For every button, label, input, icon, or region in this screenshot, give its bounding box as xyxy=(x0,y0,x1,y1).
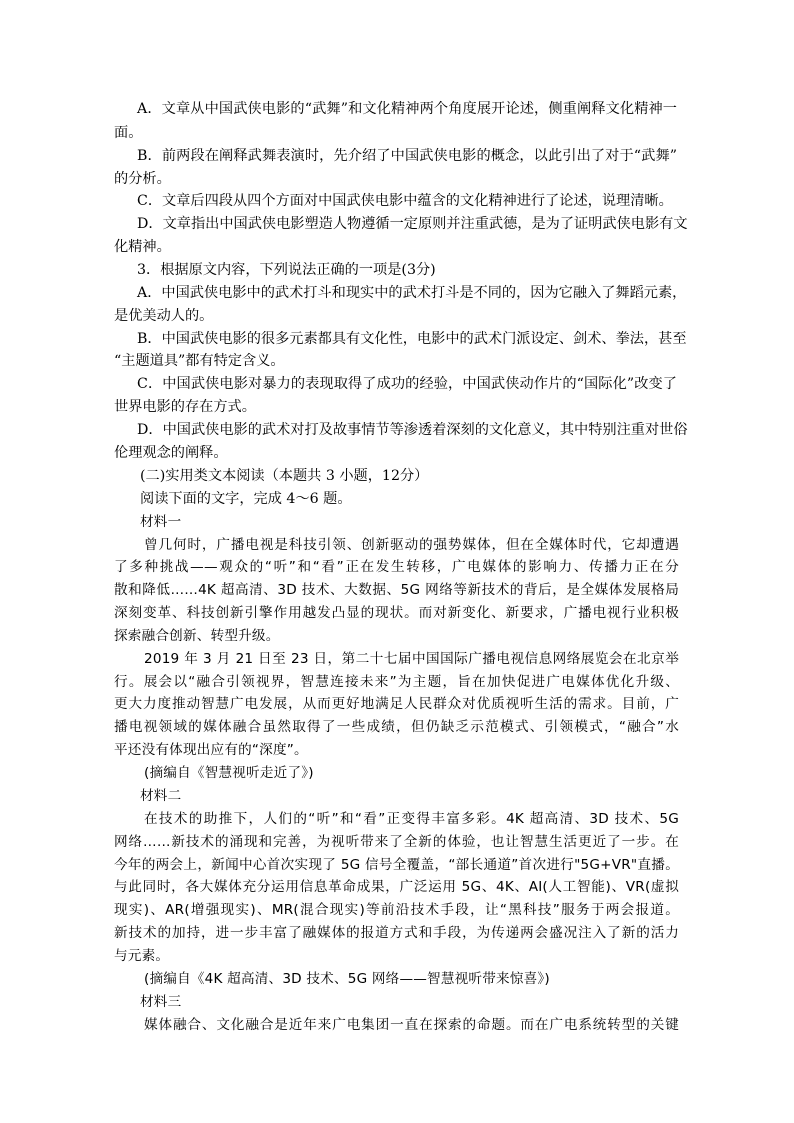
text-line: 新技术的加持，进一步丰富了融媒体的报道方式和手段，为传递两会盛况注入了新的活力 xyxy=(114,925,679,941)
text-line: 曾几何时，广播电视是科技引领、创新驱动的强势媒体，但在全媒体时代，它却遭遇 xyxy=(144,537,679,553)
text-line: 与此同时，各大媒体充分运用信息革命成果，广泛运用 5G、4K、AI(人工智能)、VR(虚拟 xyxy=(114,879,679,895)
text-line: 是优美动人的。 xyxy=(114,308,214,324)
text-line: 散和降低……4K 超高清、3D 技术、大数据、5G 网络等新技术的背后，是全媒体发展格局 xyxy=(114,582,679,598)
text-line: 媒体融合、文化融合是近年来广电集团一直在探索的命题。而在广电系统转型的关键 xyxy=(144,1017,679,1033)
text-line: 与元素。 xyxy=(114,948,170,964)
text-line: 化精神。 xyxy=(114,239,171,255)
text-line: 在技术的助推下，人们的“听”和“看”正变得丰富多彩。4K 超高清、3D 技术、5G xyxy=(144,811,679,827)
text-line: C．文章后四段从四个方面对中国武侠电影中蕴含的文化精神进行了论述，说理清晰。 xyxy=(137,193,673,209)
text-line: 今年的两会上，新闻中心首次实现了 5G 信号全覆盖，“部长通道”首次进行"5G+VR"直播。 xyxy=(114,857,679,873)
text-line: 播电视领域的媒体融合虽然取得了一些成绩，但仍缺乏示范模式、引领模式，“融合”水 xyxy=(114,719,679,735)
text-line: 更大力度推动智慧广电发展，从而更好地满足人民群众对优质视听生活的需求。目前，广 xyxy=(114,696,679,712)
material-heading: 材料二 xyxy=(140,788,182,804)
material-heading: 材料一 xyxy=(140,514,182,530)
text-line: 的分析。 xyxy=(114,171,171,187)
text-line: 面。 xyxy=(114,125,143,141)
text-line: 网络……新技术的涌现和完善，为视听带来了全新的体验，也让智慧生活更近了一步。在 xyxy=(114,834,679,850)
text-line: B．前两段在阐释武舞表演时，先介绍了中国武侠电影的概念，以此引出了对于“武舞” xyxy=(137,148,677,164)
text-line: 了多种挑战——观众的“听”和“看”正在发生转移，广电媒体的影响力、传播力正在分 xyxy=(114,559,679,575)
text-line: 深刻变革、科技创新引擎作用越发凸显的现状。而对新变化、新要求，广播电视行业积极 xyxy=(114,605,679,621)
text-line: 伦理观念的阐释。 xyxy=(114,445,228,461)
text-line: 行。展会以“融合引领视界，智慧连接未来”为主题，旨在加快促进广电媒体优化升级、 xyxy=(114,674,679,690)
text-line: “主题道具”都有特定含义。 xyxy=(114,353,285,369)
text-line: C．中国武侠电影对暴力的表现取得了成功的经验，中国武侠动作片的“国际化”改变了 xyxy=(137,376,677,392)
text-line: 世界电影的存在方式。 xyxy=(114,399,256,415)
material-heading: 材料三 xyxy=(140,994,182,1010)
question-heading: 3．根据原文内容，下列说法正确的一项是(3分) xyxy=(137,262,436,278)
text-line: A．中国武侠电影中的武术打斗和现实中的武术打斗是不同的，因为它融入了舞蹈元素， xyxy=(137,285,687,301)
instruction-line: 阅读下面的文字，完成 4～6 题。 xyxy=(140,491,352,507)
text-line: 探索融合创新、转型升级。 xyxy=(114,628,280,644)
source-note: (摘编自《4K 超高清、3D 技术、5G 网络——智慧视听带来惊喜》) xyxy=(144,971,550,987)
source-note: (摘编自《智慧视听走近了》) xyxy=(144,765,314,781)
text-line: 2019 年 3 月 21 日至 23 日，第二十七届中国国际广播电视信息网络展览会在北京举 xyxy=(144,651,679,667)
text-line: 平还没有体现出应有的“深度”。 xyxy=(114,742,308,758)
text-line: D．文章指出中国武侠电影塑造人物遵循一定原则并注重武德，是为了证明武侠电影有文 xyxy=(137,216,688,232)
text-line: 现实)、AR(增强现实)、MR(混合现实)等前沿技术手段，让“黑科技”服务于两会报道。 xyxy=(114,902,679,918)
text-line: B．中国武侠电影的很多元素都具有文化性，电影中的武术门派设定、剑术、拳法，甚至 xyxy=(137,331,687,347)
section-heading: (二)实用类文本阅读（本题共 3 小题，12分） xyxy=(140,468,429,484)
text-line: A．文章从中国武侠电影的“武舞”和文化精神两个角度展开论述，侧重阐释文化精神一 xyxy=(137,101,677,117)
text-line: D．中国武侠电影的武术对打及故事情节等渗透着深刻的文化意义，其中特别注重对世俗 xyxy=(137,422,688,438)
